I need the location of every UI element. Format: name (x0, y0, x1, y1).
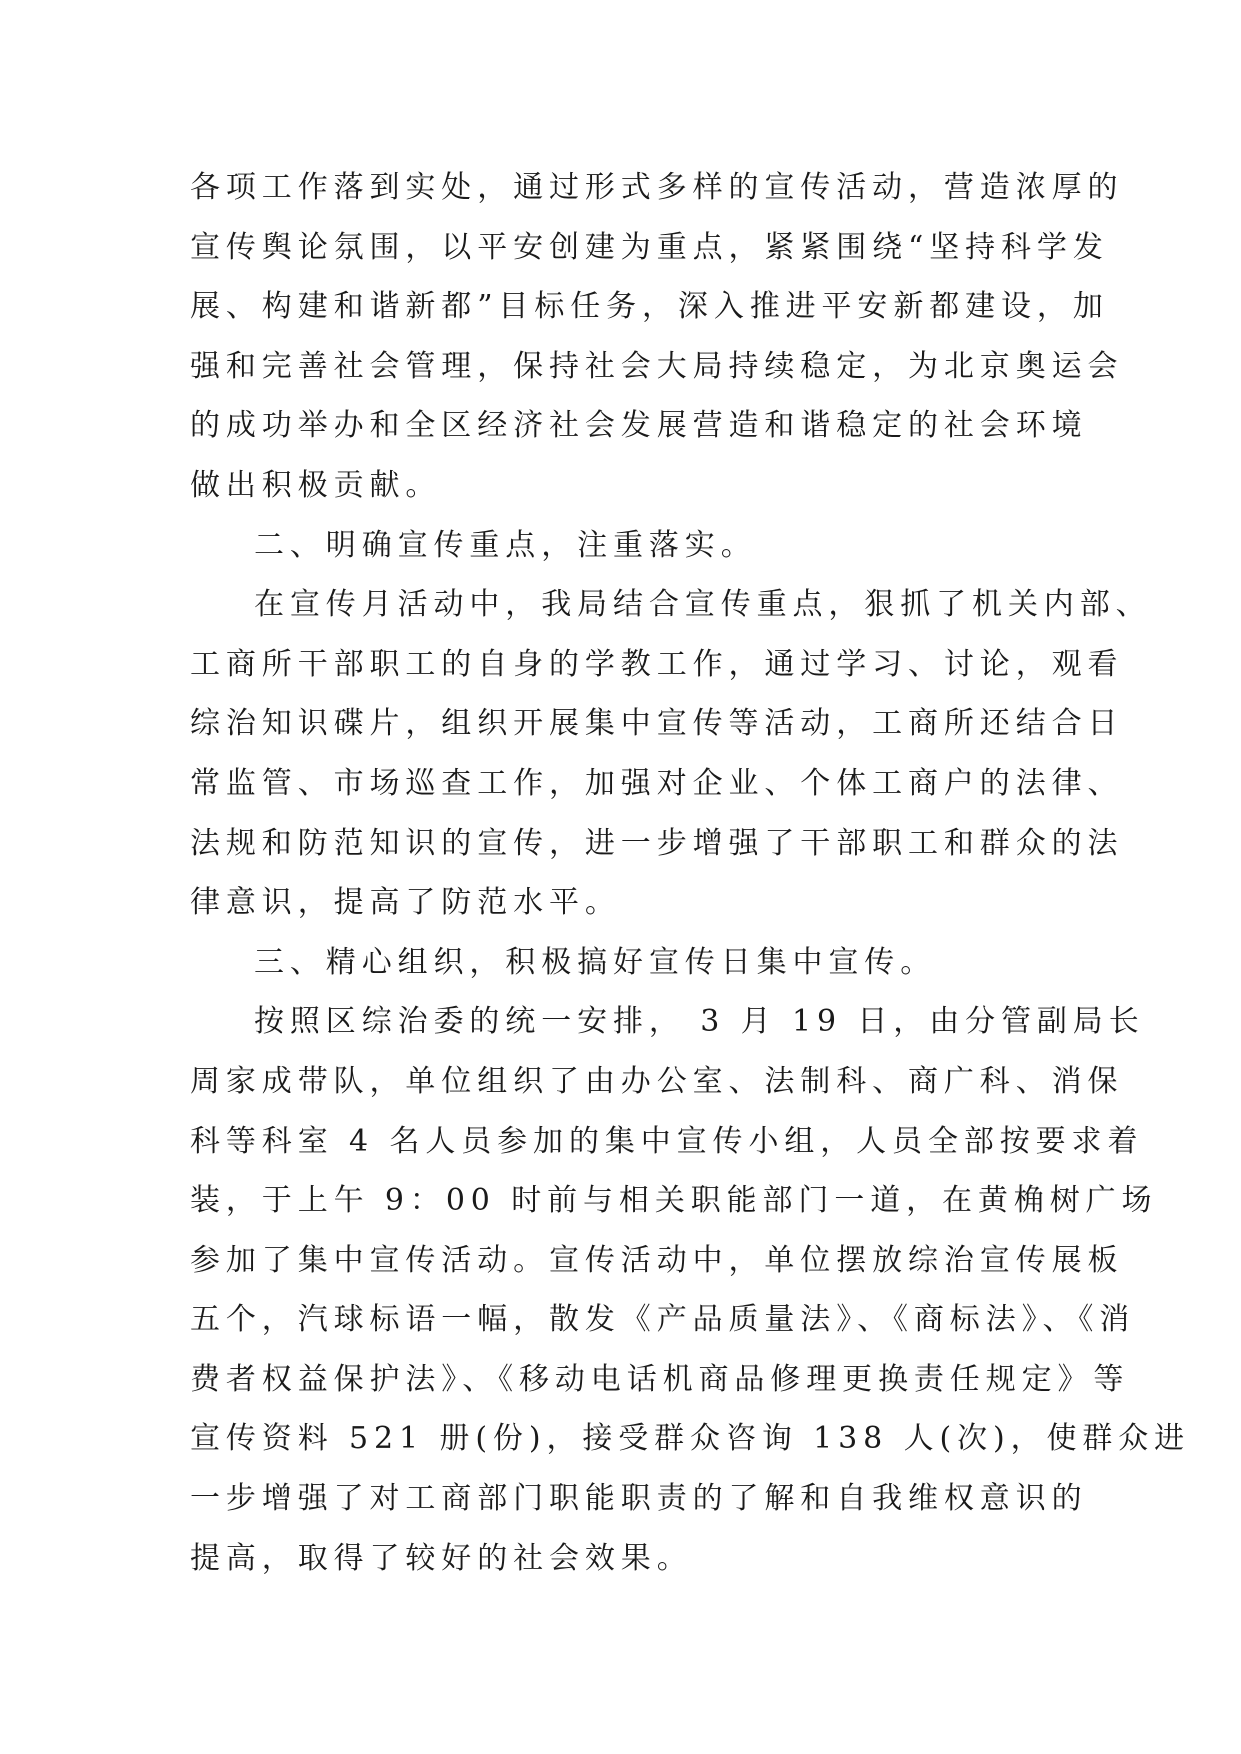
text-line: 常监管、市场巡查工作，加强对企业、个体工商户的法律、 (190, 765, 1124, 801)
text-line: 三、精心组织，积极搞好宣传日集中宣传。 (254, 944, 937, 980)
text-line: 装，于上午 9：00 时前与相关职能部门一道，在黄桷树广场 (190, 1183, 1158, 1219)
text-line: 费者权益保护法》、《移动电话机商品修理更换责任规定》等 (190, 1361, 1130, 1397)
text-line: 工商所干部职工的自身的学教工作，通过学习、讨论，观看 (190, 646, 1124, 682)
text-line: 一步增强了对工商部门职能职责的了解和自我维权意识的 (190, 1481, 1088, 1517)
text-line: 科等科室 4 名人员参加的集中宣传小组，人员全部按要求着 (190, 1123, 1144, 1159)
text-line: 综治知识碟片，组织开展集中宣传等活动，工商所还结合日 (190, 706, 1124, 742)
text-line: 五个，汽球标语一幅，散发《产品质量法》、《商标法》、《消 (190, 1302, 1136, 1338)
text-line: 宣传资料 521 册(份)，接受群众咨询 138 人(次)，使群众进 (190, 1421, 1191, 1457)
text-line: 二、明确宣传重点，注重落实。 (254, 527, 757, 563)
text-line: 展、构建和谐新都”目标任务，深入推进平安新都建设，加 (190, 289, 1109, 325)
text-line: 做出积极贡献。 (190, 467, 442, 503)
text-line: 提高，取得了较好的社会效果。 (190, 1540, 693, 1576)
document-body (190, 158, 1191, 1588)
text-line: 法规和防范知识的宣传，进一步增强了干部职工和群众的法 (190, 825, 1124, 861)
text-line: 各项工作落到实处，通过形式多样的宣传活动，营造浓厚的 (190, 170, 1124, 205)
text-line: 在宣传月活动中，我局结合宣传重点，狠抓了机关内部、 (254, 587, 1152, 623)
text-line: 的成功举办和全区经济社会发展营造和谐稳定的社会环境 (190, 408, 1088, 444)
text-line: 周家成带队，单位组织了由办公室、法制科、商广科、消保 (190, 1063, 1124, 1099)
text-line: 强和完善社会管理，保持社会大局持续稳定，为北京奥运会 (190, 348, 1124, 384)
text-line: 参加了集中宣传活动。宣传活动中，单位摆放综治宣传展板 (190, 1242, 1124, 1278)
text-line: 律意识，提高了防范水平。 (190, 885, 621, 921)
text-line: 按照区综治委的统一安排， 3 月 19 日，由分管副局长 (254, 1004, 1145, 1040)
text-line: 宣传舆论氛围，以平安创建为重点，紧紧围绕“坚持科学发 (190, 229, 1109, 265)
